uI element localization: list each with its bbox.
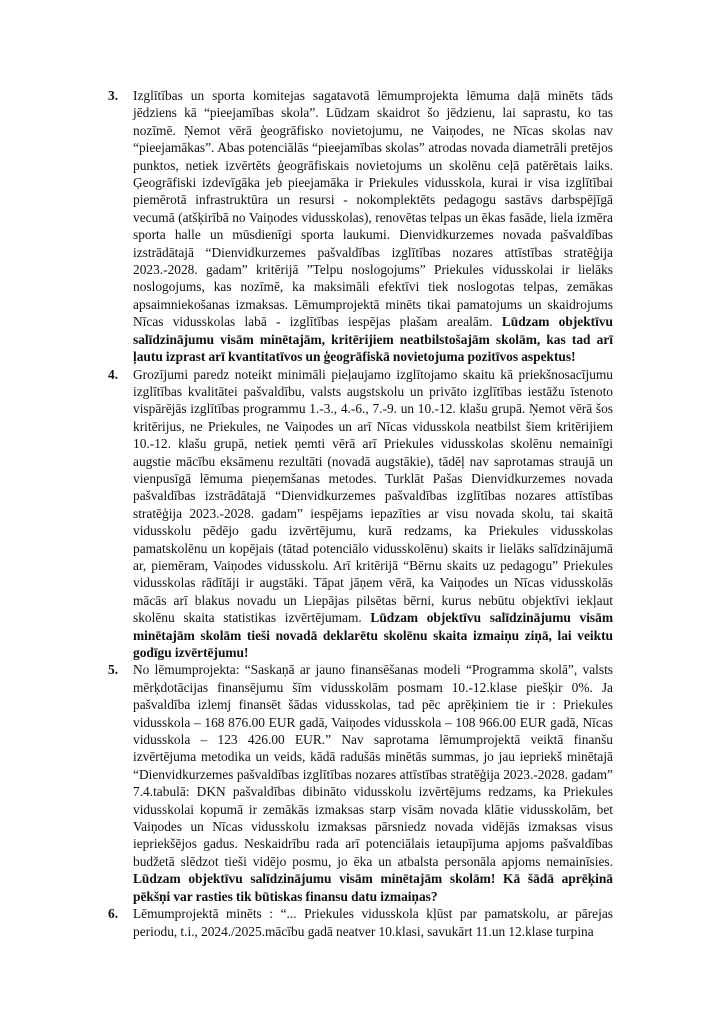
list-item — [108, 366, 613, 662]
item-number: 4. — [108, 366, 119, 382]
item-number: 5. — [108, 662, 119, 678]
numbered-list — [108, 87, 613, 940]
item-number: 6. — [108, 906, 119, 922]
list-item — [108, 661, 613, 905]
list-item — [108, 87, 613, 366]
item-bold-text: Lūdzam objektīvu salīdzinājumu visām minētajām skolām! Kā šādā aprēķinā pēkšņi var rasties tik būtiskas finansu datu izmaiņas? — [133, 871, 613, 904]
item-text: Lēmumprojektā minēts : “... Priekules vidusskola kļūst par pamatskolu, ar pārejas periodu, t.i., 2024./2025.mācību gadā neatver 10.klasi, savukārt 11.un 12.klase turpina — [133, 906, 613, 939]
item-text: No lēmumprojekta: “Saskaņā ar jauno finansēšanas modeli “Programma skolā”, valsts mērķdotācijas finansējumu šīm vidusskolām posmam 10.-12.klase piešķir 0%. Ja pašvaldība izlemj finansēt šādas vidusskolas, tad pēc aprēķiniem tie ir : Priekules vidusskola – 168 876.00 EUR gadā, Vaiņodes vidusskola – 108 966.00 EUR gadā, Nīcas vidusskola – 123 426.00 EUR.” Nav saprotama lēmumprojektā veiktā finanšu izvērtējuma metodika un veids, kādā radušās minētās summas, jo jau iepriekš minētajā “Dienvidkurzemes pašvaldības izglītības nozares attīstības stratēģija 2023.-2028. gadam” 7.4.tabulā: DKN pašvaldības dibināto vidusskolu izvērtējums redzams, ka Priekules vidusskolai kopumā ir zemākās izmaksas starp visām novada klātie vidusskolām, bet Vaiņodes un Nīcas vidusskolu izmaksas pārsniedz novada vidējās izmaksas visus iepriekšējos gadus. Neskaidrību rada arī potenciālais ietaupījuma apjoms pašvaldības budžetā slēdzot tieši vidējo posmu, jo ēka un atbalsta personāla apjoms nemainīsies. — [133, 662, 613, 869]
list-item — [108, 905, 613, 940]
item-bold-text: Lūdzam objektīvu salīdzinājumu visām minētajām skolām tieši novadā deklarētu skolēnu skaita izmaiņu ziņā, lai veiktu godīgu izvērtējumu! — [133, 610, 613, 660]
item-text: Izglītības un sporta komitejas sagatavotā lēmumprojekta lēmuma daļā minēts tāds jēdziens kā “pieejamības skola”. Lūdzam skaidrot šo jēdzienu, lai saprastu, ko tas nozīmē. Ņemot vērā ģeogrāfisko novietojumu, ne Vaiņodes, ne Nīcas skolas nav “pieejamākas”. Abas potenciālās “pieejamības skolas” atrodas novada diametrāli pretējos punktos, netiek izvērtēts ģeogrāfiskais novietojums un skolēnu ceļā patērētais laiks. Ģeogrāfiski izdevīgāka jeb pieejamāka ir Priekules vidusskola, kurai ir visa izglītībai piemērotā infrastruktūra un resursi - nokomplektēts pedagogu sastāvs darbspējīgā vecumā (atšķirībā no Vaiņodes vidusskolas), renovētas telpas un ēkas fasāde, liela izmēra sporta halle un mūsdienīgi sporta laukumi. Dienvidkurzemes novada pašvaldības izstrādātajā “Dienvidkurzemes pašvaldības izglītības nozares attīstības stratēģija 2023.-2028. gadam” kritērijā ”Telpu noslogojums” Priekules vidusskolai ir lielāks noslogojums, kas nozīmē, ka maksimāli efektīvi tiek noslogotas telpas, zemākas apsaimniekošanas izmaksas. Lēmumprojektā minēts tikai pamatojums un skaidrojums Nīcas vidusskolas labā - izglītības iespējas plašam arealām. — [133, 88, 613, 330]
item-bold-text: Lūdzam objektīvu salīdzinājumu visām minētajām, kritērijiem neatbilstošajām skolām, kas tad arī ļautu izprast arī kvantitatīvos un ģeogrāfiskā novietojuma pozitīvos aspektus! — [133, 314, 613, 365]
item-number: 3. — [108, 88, 119, 103]
item-text: Grozījumi paredz noteikt minimāli pieļaujamo izglītojamo skaitu kā priekšnosacījumu izglītības kvalitātei pašvaldību, valsts augstskolu un privāto izglītības iestāžu īstenoto vispārējās izglītības programmu 1.-3., 4.-6., 7.-9. un 10.-12. klašu grupā. Ņemot vērā šos kritērijus, ne Priekules, ne Vaiņodes un arī Nīcas vidusskola neatbilst šiem kritērijiem 10.-12. klašu grupā, netiek ņemti vērā arī Priekules vidusskolas skolēnu nemainīgi augstie mācību eksāmenu rezultāti (novadā augstākie), tādēļ nav saprotamas straujā un vienpusīgā lēmuma pieņemšanas metodes. Turklāt Pašas Dienvidkurzemes novada pašvaldības izstrādātajā “Dienvidkurzemes pašvaldības izglītības nozares attīstības stratēģija 2023.-2028. gadam” iespējams iepazīties ar visu novada skolu, tai skaitā vidusskolu pēdējo gadu izvērtējumu, kurā redzams, ka Priekules vidusskolas pamatskolēnu un kopējais (tātad potenciālo vidusskolēnu) skaits ir lielāks salīdzinājumā ar, piemēram, Vaiņodes vidusskolu. Arī kritērijā “Bērnu skaits uz pedagogu” Priekules vidusskolas rādītāji ir augstāki. Tāpat jāņem vērā, ka Vaiņodes un Nīcas vidusskolās mācās arī blakus novadu un Liepājas pilsētas bērni, kurus nebūtu objektīvi iekļaut skolēnu skaita statistikas izvērtējumam. — [133, 366, 613, 626]
